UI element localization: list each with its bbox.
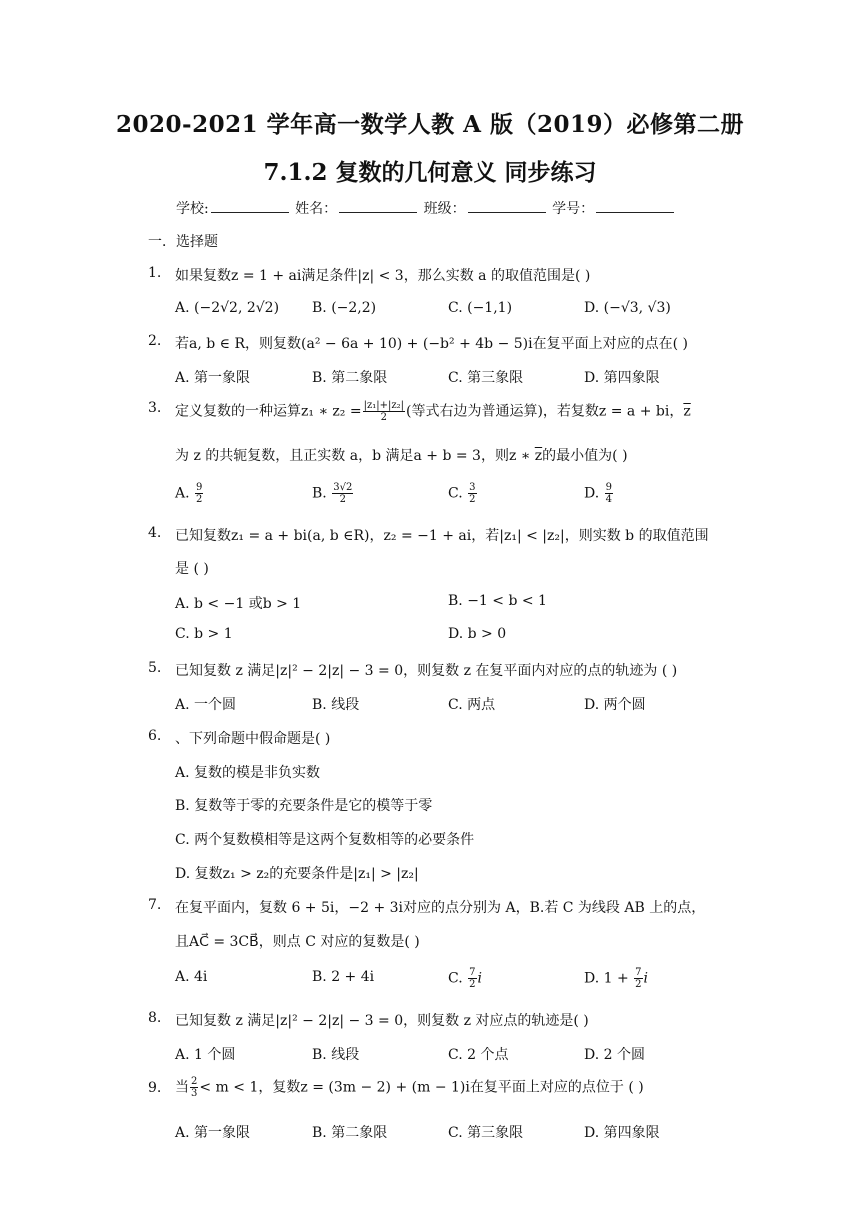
option-d: D. 两个圆 bbox=[584, 697, 646, 713]
class-label: 班级： bbox=[423, 201, 466, 217]
question-text: 如果复数z = 1 + ai满足条件|z| < 3，那么实数 a 的取值范围是( ) bbox=[175, 268, 591, 284]
question-number: 1. bbox=[148, 265, 162, 281]
fraction-numerator: 7 bbox=[635, 967, 642, 978]
class-blank[interactable] bbox=[468, 200, 546, 213]
option-d: D. 第四象限 bbox=[584, 1125, 660, 1141]
document-title: 2020-2021 学年高一数学人教 A 版（2019）必修第二册 bbox=[116, 111, 744, 138]
question-number: 7. bbox=[148, 897, 162, 913]
fraction bbox=[190, 1076, 198, 1099]
option-a: A. (−2√2, 2√2) bbox=[175, 300, 280, 316]
option-a bbox=[175, 482, 204, 505]
question-text: 若a, b ∈ R，则复数(a² − 6a + 10) + (−b² + 4b − 5)i在复平面上对应的点在( ) bbox=[175, 336, 688, 352]
question-text-part: 定义复数的一种运算z₁ ∗ z₂ = bbox=[175, 403, 362, 420]
question-text-part: 当 bbox=[175, 1079, 189, 1096]
option-label: C. bbox=[448, 485, 463, 502]
option-d bbox=[584, 967, 648, 990]
fraction bbox=[468, 967, 476, 990]
question-text: 、下列命题中假命题是( ) bbox=[175, 731, 331, 747]
question-number: 4. bbox=[148, 525, 162, 541]
fraction-numerator: 9 bbox=[605, 482, 613, 493]
option-b: B. 线段 bbox=[312, 1047, 360, 1063]
question-text-line: 且AC⃗ = 3CB⃗，则点 C 对应的复数是( ) bbox=[175, 934, 420, 950]
option-c: C. 第三象限 bbox=[448, 1125, 524, 1141]
option-b: B. 第二象限 bbox=[312, 1125, 388, 1141]
student-info-line bbox=[176, 198, 676, 218]
option-c: C. 2 个点 bbox=[448, 1047, 509, 1063]
option-b: B. 复数等于零的充要条件是它的模等于零 bbox=[175, 798, 433, 814]
question-text-part: (等式右边为普通运算)，若复数z = a + bi， bbox=[406, 403, 684, 420]
option-c: C. 两个复数模相等是这两个复数相等的必要条件 bbox=[175, 832, 475, 848]
option-d: D. 2 个圆 bbox=[584, 1047, 645, 1063]
fraction-numerator: 9 bbox=[196, 482, 203, 493]
fraction-numerator: 3 bbox=[469, 482, 476, 493]
question-text bbox=[175, 400, 691, 423]
fraction-denominator: 2 bbox=[196, 494, 203, 505]
option-b: B. −1 < b < 1 bbox=[448, 593, 547, 609]
option-a: A. b < −1 或b > 1 bbox=[175, 596, 302, 612]
name-blank[interactable] bbox=[339, 200, 417, 213]
option-a: A. 复数的模是非负实数 bbox=[175, 765, 321, 781]
document-subtitle: 7.1.2 复数的几何意义 同步练习 bbox=[263, 159, 597, 186]
fraction-numerator: 7 bbox=[469, 967, 476, 978]
option-tail: i bbox=[477, 970, 482, 987]
number-label: 学号： bbox=[552, 201, 595, 217]
option-label: C. bbox=[448, 970, 463, 987]
fraction bbox=[634, 967, 642, 990]
fraction-denominator: 2 bbox=[469, 494, 476, 505]
fraction bbox=[363, 400, 405, 423]
question-text-part: 的最小值为( ) bbox=[542, 448, 628, 464]
conjugate-z: $\overline{z}$ bbox=[683, 403, 691, 420]
section-heading: 一．选择题 bbox=[148, 234, 218, 250]
option-c: C. b > 1 bbox=[175, 626, 233, 642]
question-text-line: 是 ( ) bbox=[175, 561, 209, 577]
conjugate-z: $\overline{z}$ bbox=[534, 448, 543, 464]
fraction bbox=[605, 482, 613, 505]
option-c: C. 两点 bbox=[448, 697, 496, 713]
question-text bbox=[175, 1076, 644, 1099]
fraction-denominator: 3 bbox=[191, 1088, 198, 1099]
option-b: B. (−2,2) bbox=[312, 300, 377, 316]
fraction-numerator: 3√2 bbox=[333, 482, 353, 493]
name-label: 姓名： bbox=[295, 201, 338, 217]
fraction bbox=[332, 482, 353, 505]
number-blank[interactable] bbox=[596, 200, 674, 213]
school-blank[interactable] bbox=[211, 200, 289, 213]
question-text-line bbox=[175, 445, 628, 465]
question-text: 已知复数z₁ = a + bi(a, b ∈R)，z₂ = −1 + ai，若|z₁| < |z₂|，则实数 b 的取值范围 bbox=[175, 528, 709, 544]
fraction-denominator: 2 bbox=[469, 979, 476, 990]
option-tail: i bbox=[643, 970, 649, 987]
option-a: A. 第一象限 bbox=[175, 370, 251, 386]
option-a: A. 第一象限 bbox=[175, 1125, 251, 1141]
fraction-denominator: 2 bbox=[380, 412, 387, 423]
option-d: D. (−√3, √3) bbox=[584, 300, 671, 316]
option-label: D. 1 + bbox=[584, 970, 629, 987]
option-c: C. 第三象限 bbox=[448, 370, 524, 386]
question-number: 2. bbox=[148, 333, 162, 349]
fraction-denominator: 2 bbox=[635, 979, 642, 990]
option-label: D. bbox=[584, 485, 600, 502]
question-number: 6. bbox=[148, 728, 162, 744]
school-label: 学校: bbox=[176, 201, 209, 217]
option-b: B. 第二象限 bbox=[312, 370, 388, 386]
question-text: 已知复数 z 满足|z|² − 2|z| − 3 = 0，则复数 z 在复平面内对应的点的轨迹为 ( ) bbox=[175, 663, 678, 679]
question-text: 已知复数 z 满足|z|² − 2|z| − 3 = 0，则复数 z 对应点的轨迹是( ) bbox=[175, 1013, 589, 1029]
option-b bbox=[312, 482, 354, 505]
question-text: 在复平面内，复数 6 + 5i，−2 + 3i对应的点分别为 A，B.若 C 为线段 AB 上的点， bbox=[175, 900, 706, 916]
option-label: A. bbox=[175, 485, 190, 502]
option-a: A. 一个圆 bbox=[175, 697, 237, 713]
question-number: 8. bbox=[148, 1010, 162, 1026]
fraction bbox=[195, 482, 203, 505]
option-c: C. (−1,1) bbox=[448, 300, 513, 316]
fraction-numerator: |z₁|+|z₂| bbox=[363, 400, 404, 411]
question-number: 9. bbox=[148, 1080, 162, 1096]
option-d: D. 第四象限 bbox=[584, 370, 660, 386]
option-d bbox=[584, 482, 614, 505]
option-b: B. 2 + 4i bbox=[312, 969, 375, 985]
question-number: 3. bbox=[148, 400, 162, 416]
fraction bbox=[468, 482, 476, 505]
fraction-denominator: 2 bbox=[339, 494, 346, 505]
question-text-part: 为 z 的共轭复数，且正实数 a，b 满足a + b = 3，则z ∗ bbox=[175, 448, 535, 464]
question-text-part: < m < 1，复数z = (3m − 2) + (m − 1)i在复平面上对应的点位于 ( ) bbox=[199, 1079, 644, 1096]
option-label: B. bbox=[312, 485, 327, 502]
option-c bbox=[448, 967, 482, 990]
option-a: A. 1 个圆 bbox=[175, 1047, 236, 1063]
fraction-numerator: 2 bbox=[191, 1076, 198, 1087]
fraction-denominator: 4 bbox=[605, 494, 613, 505]
option-d: D. b > 0 bbox=[448, 626, 507, 642]
option-c bbox=[448, 482, 478, 505]
option-d: D. 复数z₁ > z₂的充要条件是|z₁| > |z₂| bbox=[175, 866, 419, 882]
option-a: A. 4i bbox=[175, 969, 208, 985]
question-number: 5. bbox=[148, 660, 162, 676]
option-b: B. 线段 bbox=[312, 697, 360, 713]
